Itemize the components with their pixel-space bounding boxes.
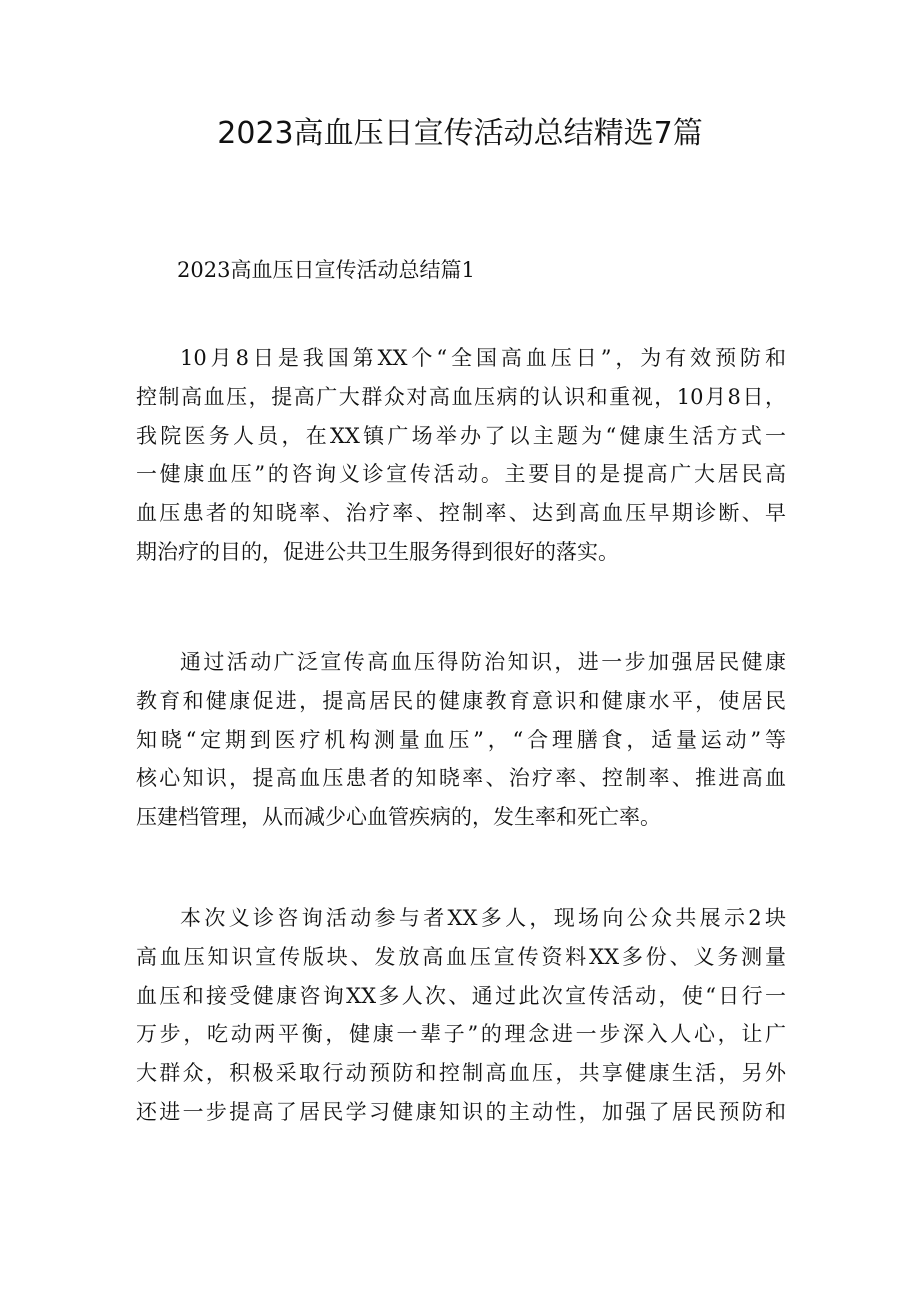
paragraph-line: 教育和健康促进，提高居民的健康教育意识和健康水平，使居民	[136, 688, 786, 713]
document-title: 2023高血压日宣传活动总结精选7篇	[217, 116, 703, 151]
paragraph-line: 万步，吃动两平衡，健康一辈子”的理念进一步深入人心，让广	[136, 1022, 786, 1047]
paragraph-2	[136, 643, 786, 837]
paragraph-3	[136, 899, 786, 1132]
paragraph-line: 期治疗的目的，促进公共卫生服务得到很好的落实。	[136, 539, 619, 564]
paragraph-line: 通过活动广泛宣传高血压得防治知识，进一步加强居民健康	[180, 650, 786, 674]
paragraph-line: 一健康血压”的咨询义诊宣传活动。主要目的是提高广大居民高	[136, 462, 786, 487]
paragraph-line: 高血压知识宣传版块、发放高血压宣传资料XX多份、义务测量	[136, 944, 786, 969]
paragraph-line: 血压患者的知晓率、治疗率、控制率、达到高血压早期诊断、早	[136, 501, 786, 526]
paragraph-line: 10月8日是我国第XX个“全国高血压日”，为有效预防和	[180, 346, 786, 370]
paragraph-line: 大群众，积极采取行动预防和控制高血压，共享健康生活，另外	[136, 1061, 786, 1086]
paragraph-line: 知晓“定期到医疗机构测量血压”，“合理膳食，适量运动”等	[136, 727, 786, 752]
paragraph-line: 压建档管理，从而减少心血管疾病的，发生率和死亡率。	[136, 805, 661, 830]
paragraph-line: 我院医务人员，在XX镇广场举办了以主题为“健康生活方式一	[136, 423, 786, 448]
paragraph-line: 核心知识，提高血压患者的知晓率、治疗率、控制率、推进高血	[136, 766, 786, 791]
paragraph-line: 还进一步提高了居民学习健康知识的主动性，加强了居民预防和	[136, 1099, 786, 1124]
paragraph-line: 血压和接受健康咨询XX多人次、通过此次宣传活动，使“日行一	[136, 983, 786, 1008]
paragraph-line: 控制高血压，提高广大群众对高血压病的认识和重视，10月8日，	[136, 384, 786, 409]
paragraph-line: 本次义诊咨询活动参与者XX多人，现场向公众共展示2块	[180, 906, 786, 930]
paragraph-1	[136, 339, 786, 572]
section-heading: 2023高血压日宣传活动总结篇1	[177, 258, 475, 282]
